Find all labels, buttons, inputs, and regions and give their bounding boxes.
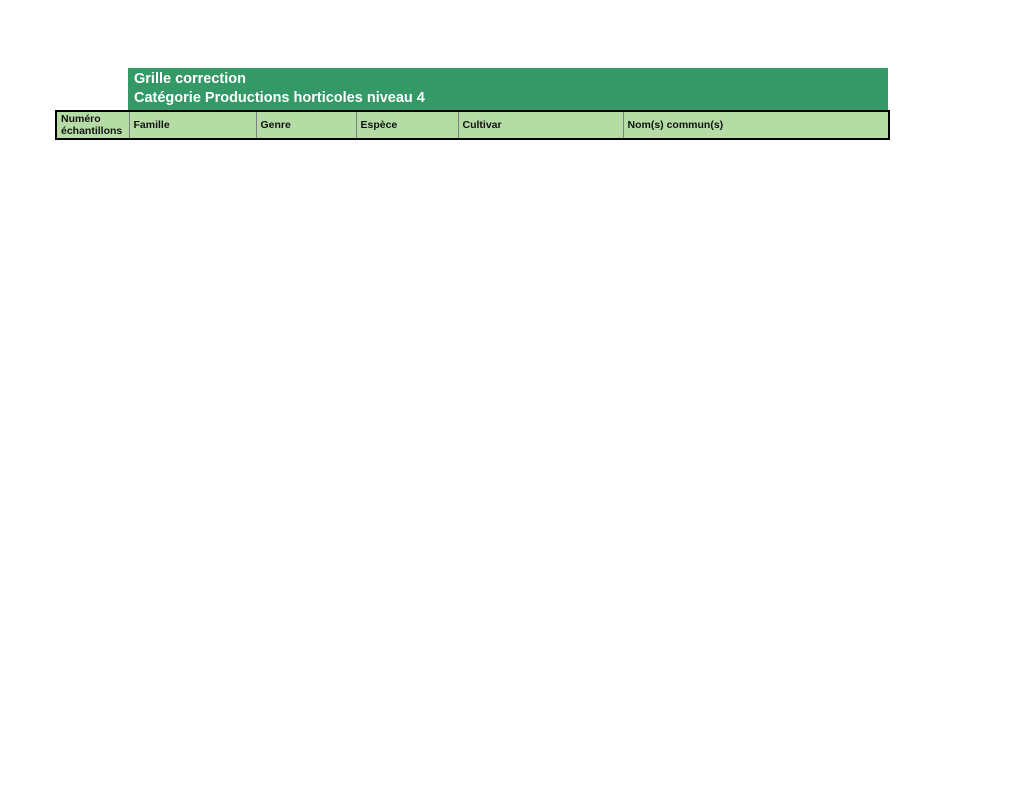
table-header: [56, 111, 889, 139]
col-header-noms: Nom(s) commun(s): [623, 111, 889, 139]
col-header-numero-line2: échantillons: [61, 125, 123, 137]
col-header-numero-line1: Numéro: [61, 113, 101, 125]
col-header-genre: Genre: [256, 111, 356, 139]
correction-table: [55, 110, 890, 140]
col-header-espece: Espèce: [356, 111, 458, 139]
col-header-famille: Famille: [129, 111, 256, 139]
col-header-numero: [56, 111, 129, 139]
title-bar: [128, 68, 888, 110]
correction-sheet: [55, 68, 890, 140]
title-line-1: Grille correction: [134, 71, 247, 87]
header-row: [56, 111, 889, 139]
col-header-cultivar: Cultivar: [458, 111, 623, 139]
title-line-2: Catégorie Productions horticoles niveau 4: [134, 90, 425, 106]
